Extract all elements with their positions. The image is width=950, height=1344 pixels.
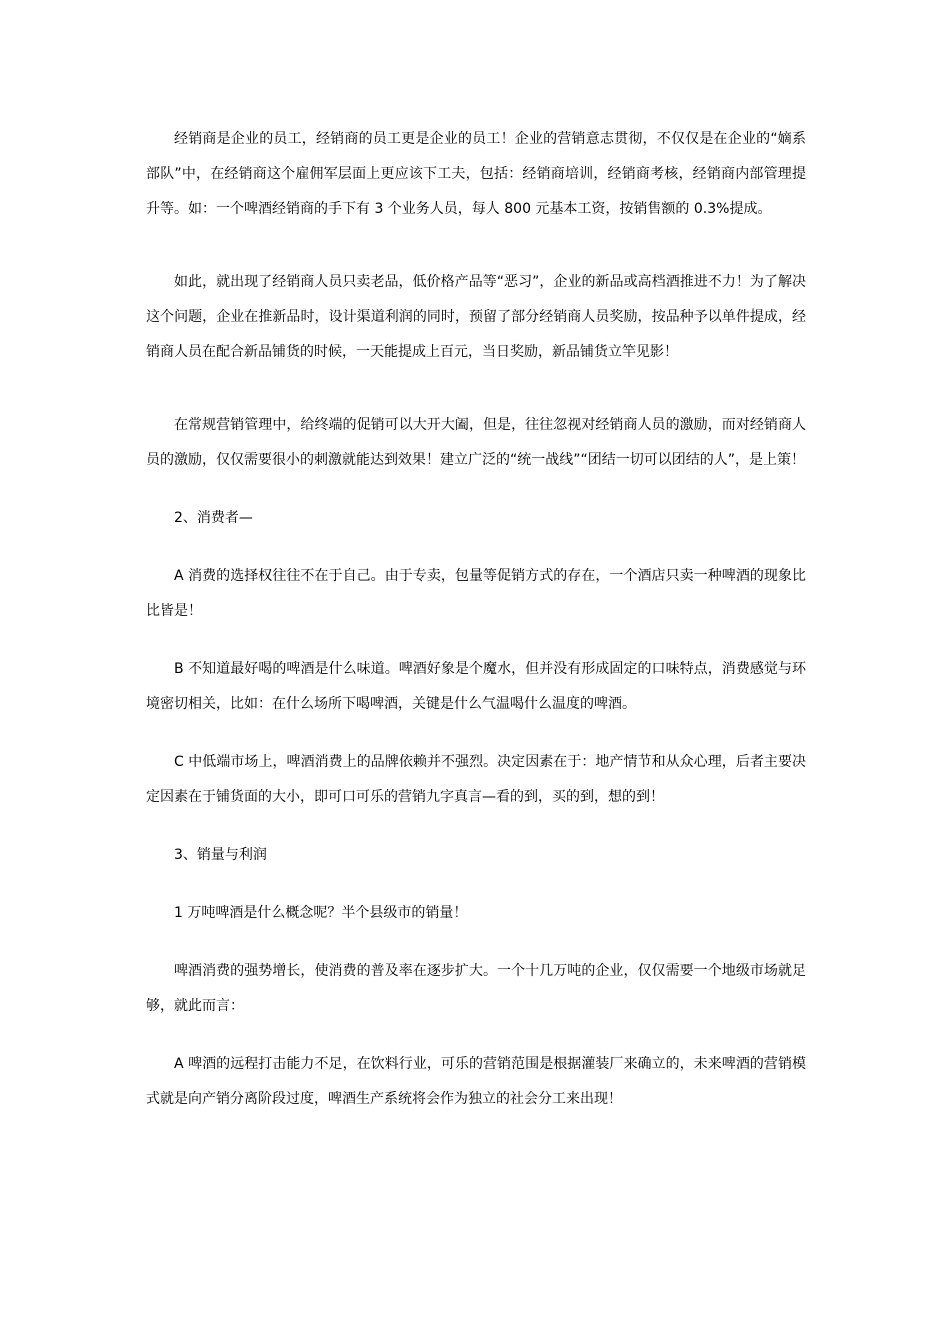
- paragraph-united-front: 在常规营销管理中，给终端的促销可以大开大阖，但是，往往忽视对经销商人员的激励，而对经销商人员的激励，仅仅需要很小的刺激就能达到效果！建立广泛的“统一战线”“团结一切可以团结的人”，是上策！: [146, 417, 806, 468]
- paragraph-new-product-incentive: 如此，就出现了经销商人员只卖老品，低价格产品等“恶习”，企业的新品或高档酒推进不力！为了解决这个问题，企业在推新品时，设计渠道利润的同时，预留了部分经销商人员奖励，按品种予以单件提成，经销商人员在配合新品铺货的时候，一天能提成上百元，当日奖励，新品铺货立竿见影！: [146, 274, 806, 360]
- paragraph-consumer-a: A 消费的选择权往往不在于自己。由于专卖，包量等促销方式的存在，一个酒店只卖一种啤酒的现象比比皆是！: [146, 568, 806, 619]
- paragraph-spacer: [146, 815, 806, 838]
- paragraph-consumption-growth: 啤酒消费的强势增长，使消费的普及率在逐步扩大。一个十几万吨的企业，仅仅需要一个地级市场就足够，就此而言：: [146, 963, 806, 1014]
- paragraph-spacer: [146, 931, 806, 954]
- paragraph-spacer: [146, 536, 806, 559]
- paragraph-consumer-b: B 不知道最好喝的啤酒是什么味道。啤酒好象是个魔水，但并没有形成固定的口味特点，消费感觉与环境密切相关，比如：在什么场所下喝啤酒，关键是什么气温喝什么温度的啤酒。: [146, 661, 806, 712]
- section-heading-consumers: 2、消费者—: [174, 510, 253, 526]
- section-heading-volume-profit: 3、销量与利润: [174, 847, 267, 863]
- paragraph-spacer: [146, 629, 806, 652]
- paragraph-spacer: [146, 722, 806, 745]
- paragraph-spacer: [146, 1024, 806, 1047]
- paragraph-spacer: [146, 873, 806, 896]
- paragraph-ten-thousand-tons: 1 万吨啤酒是什么概念呢？半个县级市的销量！: [174, 905, 468, 921]
- paragraph-dealer-staff: 经销商是企业的员工，经销商的员工更是企业的员工！企业的营销意志贯彻，不仅仅是在企业的“嫡系部队”中，在经销商这个雇佣军层面上更应该下工夫，包括：经销商培训，经销商考核，经销商内部管理提升等。如：一个啤酒经销商的手下有 3 个业务人员，每人 800 元基本工资，按销售额的 0.3%提成。: [146, 131, 806, 217]
- paragraph-consumer-c: C 中低端市场上，啤酒消费上的品牌依赖并不强烈。决定因素在于：地产情节和从众心理，后者主要决定因素在于铺货面的大小，即可口可乐的营销九字真言—看的到，买的到，想的到！: [146, 754, 806, 805]
- paragraph-spacer: [146, 227, 806, 265]
- document-body: [146, 122, 806, 1117]
- paragraph-spacer: [146, 370, 806, 408]
- paragraph-volume-a: A 啤酒的远程打击能力不足，在饮料行业，可乐的营销范围是根据灌装厂来确立的，未来啤酒的营销模式就是向产销分离阶段过度，啤酒生产系统将会作为独立的社会分工来出现！: [146, 1056, 806, 1107]
- paragraph-spacer: [146, 478, 806, 501]
